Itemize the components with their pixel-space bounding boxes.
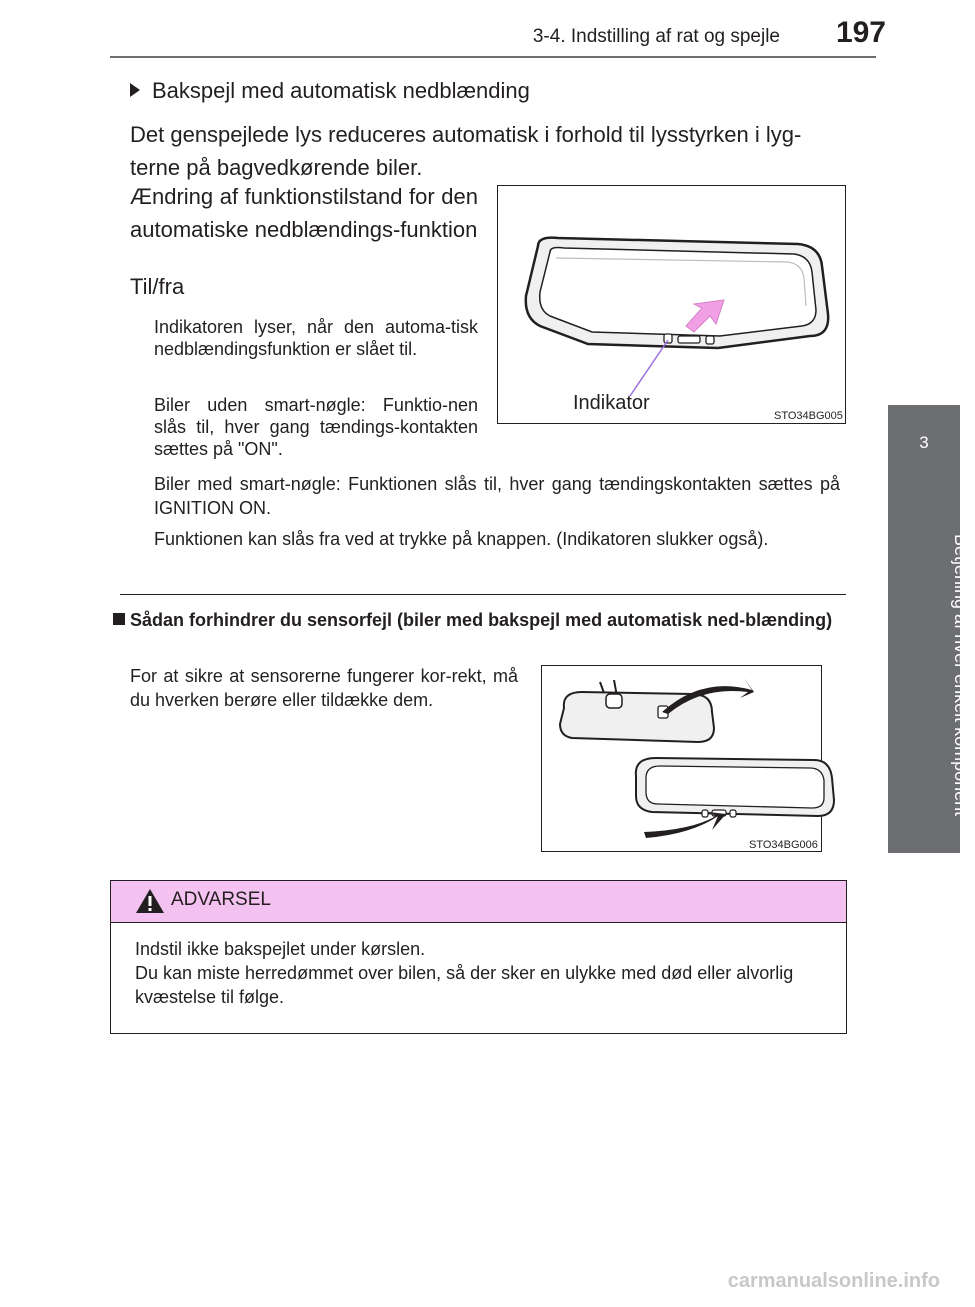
square-bullet-icon [113,613,125,625]
sensor-paragraph: For at sikre at sensorerne fungerer kor-rekt, må du hverken berøre eller tildække dem. [130,666,518,710]
mode-change-heading: Ændring af funktionstilstand for den automatiske nedblændings-funktion [130,184,478,242]
warning-box [110,880,847,1034]
indicator-label: Indikator [573,392,650,414]
intro-paragraph: Det genspejlede lys reduceres automatisk i forhold til lysstyrken i lyg-terne på bagvedkørende biler. [130,122,802,180]
bullet-heading-text: Bakspejl med automatisk nedblænding [152,78,530,103]
watermark: carmanualsonline.info [727,1270,940,1292]
figure1-code: STO34BG005 [774,410,843,422]
note-no-smartkey: Biler uden smart-nøgle: Funktio-nen slås til, hver gang tændings-kontakten sættes på "ON". [154,395,478,459]
section-heading [130,608,846,632]
section-rule [120,594,846,595]
warning-header [111,881,846,923]
warning-line-1: Indstil ikke bakspejlet under kørslen. [135,939,426,959]
warning-line-2: Du kan miste herredømmet over bilen, så der sker en ulykke med død eller alvorlig kvæstelse til følge. [135,963,794,1007]
chapter-title: Betjening af hver enkelt komponent [951,534,971,817]
running-header: 3-4. Indstilling af rat og spejle [532,26,780,47]
rearview-mirror-illustration [498,186,847,425]
header-rule [110,56,876,58]
section-heading-text: Sådan forhindrer du sensorfejl (biler med bakspejl med automatisk ned-blænding) [130,610,833,630]
bullet-heading [130,78,530,104]
warning-title: ADVARSEL [171,889,271,910]
figure-mirror-indicator [497,185,846,424]
note-indicator: Indikatoren lyser, når den automa-tisk nedblændingsfunktion er slået til. [154,317,478,359]
onoff-heading: Til/fra [130,274,185,299]
figure2-code: STO34BG006 [749,839,818,851]
mirror-sensors-illustration [542,666,823,853]
warning-triangle-icon [135,887,165,915]
page-number: 197 [835,16,886,49]
figure-mirror-sensors [541,665,822,852]
note-switch-off: Funktionen kan slås fra ved at trykke på knappen. (Indikatoren slukker også). [154,529,769,549]
triangle-bullet-icon [130,83,140,97]
warning-text [135,937,835,1009]
side-tab-bottom [888,853,960,1307]
note-smartkey: Biler med smart-nøgle: Funktionen slås til, hver gang tændingskontakten sættes på IGNITION ON. [154,474,840,518]
chapter-number: 3 [919,433,929,452]
side-tab-top [888,0,960,405]
